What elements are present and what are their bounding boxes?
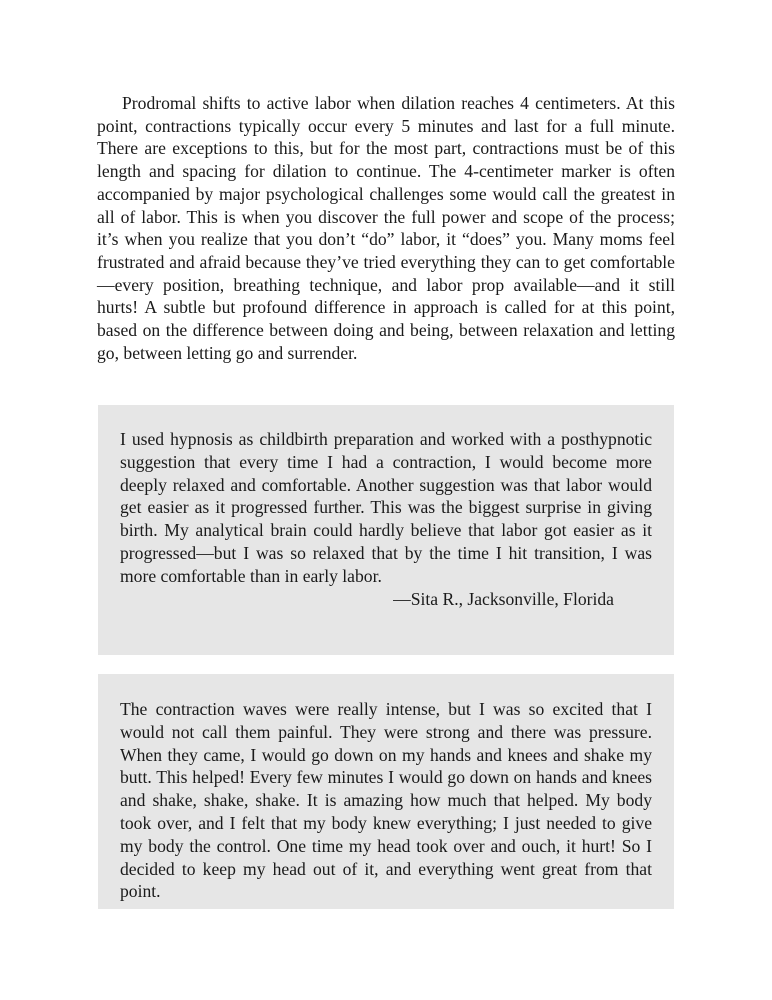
testimonial-box-2	[98, 674, 674, 909]
body-paragraph: Prodromal shifts to active labor when dilation reaches 4 centimeters. At this point, contractions typically occur every 5 minutes and last for a full minute. There are exceptions to this, but for the most part, contractions must be of this length and spacing for dilation to continue. The 4-centimeter marker is often accompanied by major psychological challenges some would call the greatest in all of labor. This is when you discover the full power and scope of the process; it’s when you realize that you don’t “do” labor, it “does” you. Many moms feel frustrated and afraid because they’ve tried everything they can to get comfortable—every position, breathing technique, and labor prop available—and it still hurts! A subtle but profound difference in approach is called for at this point, based on the difference between doing and being, between relaxation and letting go, between letting go and surrender.	[97, 93, 675, 363]
testimonial-text: The contraction waves were really intense, but I was so excited that I would not call them painful. They were strong and there was pressure. When they came, I would go down on my hands and knees and shake my butt. This helped! Every few minutes I would go down on hands and knees and shake, shake, shake. It is amazing how much that helped. My body took over, and I felt that my body knew everything; I just needed to give my body the control. One time my head took over and ouch, it hurt! So I decided to keep my head out of it, and everything went great from that point.	[120, 699, 652, 902]
testimonial-box-1	[98, 405, 674, 655]
testimonial-attribution: —Sita R., Jacksonville, Florida	[393, 588, 614, 609]
testimonial-text: I used hypnosis as childbirth preparation and worked with a posthypnotic suggestion that every time I had a contraction, I would become more deeply relaxed and comfortable. Another suggestion was that labor would get easier as it progressed further. This was the biggest surprise in giving birth. My analytical brain could hardly believe that labor got easier as it progressed—but I was so relaxed that by the time I hit transition, I was more comfortable than in early labor.	[120, 429, 652, 586]
